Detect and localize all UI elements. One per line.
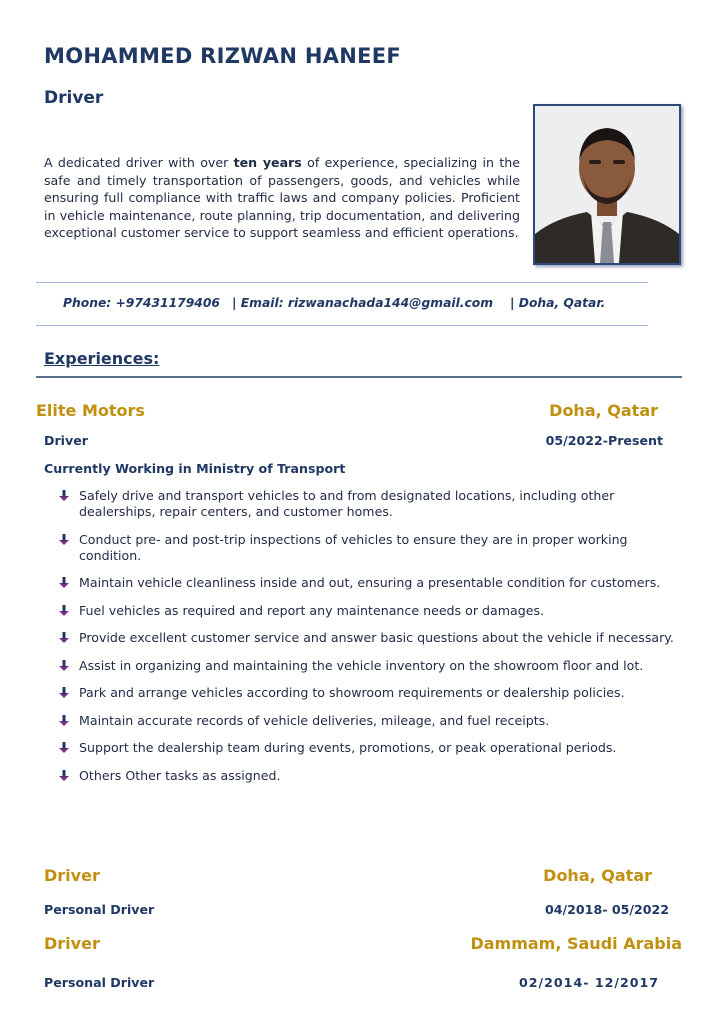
- job-location: Doha, Qatar: [543, 866, 652, 885]
- list-item: Support the dealership team during events, promotions, or peak operational periods.: [58, 740, 688, 756]
- down-arrow-icon: [58, 742, 70, 754]
- divider-top: [36, 282, 648, 283]
- down-arrow-icon: [58, 577, 70, 589]
- list-item: Fuel vehicles as required and report any maintenance needs or damages.: [58, 603, 688, 619]
- job-location: Dammam, Saudi Arabia: [470, 934, 682, 953]
- contact-phone: Phone: +97431179406: [63, 296, 220, 310]
- list-item: Others Other tasks as assigned.: [58, 768, 688, 784]
- list-item: Park and arrange vehicles according to showroom requirements or dealership policies.: [58, 685, 688, 701]
- profile-summary: [44, 154, 520, 242]
- job-dates: 05/2022-Present: [545, 433, 663, 448]
- down-arrow-icon: [58, 715, 70, 727]
- list-item: Conduct pre- and post-trip inspections of vehicles to ensure they are in proper working condition.: [58, 532, 688, 564]
- person-portrait-icon: [535, 106, 679, 263]
- list-item: Assist in organizing and maintaining the vehicle inventory on the showroom floor and lot.: [58, 658, 688, 674]
- down-arrow-icon: [58, 687, 70, 699]
- divider-bottom: [36, 325, 648, 326]
- job-company: Driver: [44, 934, 100, 953]
- experiences-divider: [36, 376, 682, 378]
- job-role: Personal Driver: [44, 975, 155, 990]
- candidate-name: MOHAMMED RIZWAN HANEEF: [44, 44, 402, 68]
- summary-highlight: ten years: [233, 155, 302, 170]
- profile-photo: [533, 104, 681, 265]
- list-item: Maintain vehicle cleanliness inside and out, ensuring a presentable condition for customers.: [58, 575, 688, 591]
- job-dates: 04/2018- 05/2022: [545, 902, 669, 917]
- summary-text-end: of experience, specializing in the safe and timely transportation of passengers, goods, and vehicles while ensuring full compliance with traffic laws and company policies. Proficient in vehicle maintenance, route planning, trip documentation, and delivering exceptional customer service to support seamless and efficient operations.: [44, 155, 520, 241]
- list-item: Safely drive and transport vehicles to and from designated locations, including other dealerships, repair centers, and customer homes.: [58, 488, 688, 520]
- job-dates: 02/2014- 12/2017: [519, 975, 659, 990]
- down-arrow-icon: [58, 490, 70, 502]
- down-arrow-icon: [58, 632, 70, 644]
- job-note: Currently Working in Ministry of Transport: [44, 461, 346, 476]
- candidate-title: Driver: [44, 88, 104, 108]
- down-arrow-icon: [58, 605, 70, 617]
- contact-location: | Doha, Qatar.: [510, 296, 606, 310]
- job-company: Driver: [44, 866, 100, 885]
- job-location: Doha, Qatar: [549, 401, 658, 420]
- job-role: Driver: [44, 433, 88, 448]
- contact-email: | Email: rizwanachada144@gmail.com: [232, 296, 494, 310]
- list-item: Maintain accurate records of vehicle deliveries, mileage, and fuel receipts.: [58, 713, 688, 729]
- list-item: Provide excellent customer service and answer basic questions about the vehicle if necessary.: [58, 630, 688, 646]
- job-role: Personal Driver: [44, 902, 155, 917]
- down-arrow-icon: [58, 660, 70, 672]
- experiences-heading: Experiences:: [44, 349, 160, 368]
- summary-text-start: A dedicated driver with over: [44, 155, 234, 170]
- down-arrow-icon: [58, 534, 70, 546]
- duties-list: [58, 488, 688, 795]
- down-arrow-icon: [58, 770, 70, 782]
- job-company: Elite Motors: [36, 401, 145, 420]
